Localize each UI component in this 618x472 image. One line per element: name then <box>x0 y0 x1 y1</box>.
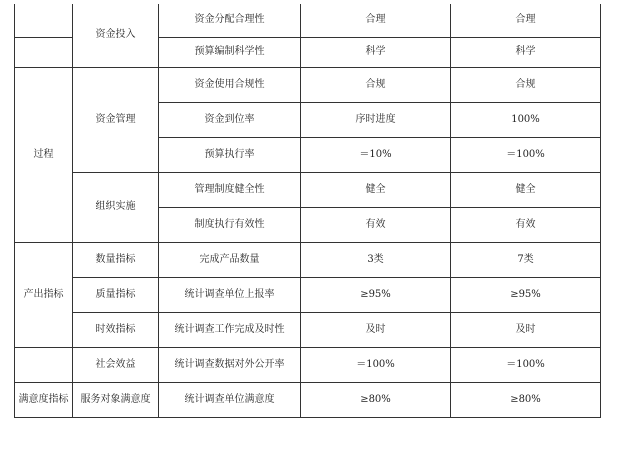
target-cell: 3类 <box>301 242 451 277</box>
actual-cell: 科学 <box>451 37 601 67</box>
actual-cell: ≥95% <box>451 277 601 312</box>
table-row <box>15 277 601 312</box>
level2-cell-org-implementation: 组织实施 <box>73 172 159 242</box>
actual-cell: 100% <box>451 102 601 137</box>
table-row <box>15 347 601 382</box>
target-cell: 及时 <box>301 312 451 347</box>
level2-cell-quality: 质量指标 <box>73 277 159 312</box>
level2-cell-fund-management: 资金管理 <box>73 67 159 172</box>
level1-cell-empty <box>15 4 73 37</box>
actual-cell: 有效 <box>451 207 601 242</box>
target-cell: 序时进度 <box>301 102 451 137</box>
target-cell: ＝10% <box>301 137 451 172</box>
indicator-cell: 资金分配合理性 <box>159 4 301 37</box>
target-cell: 合规 <box>301 67 451 102</box>
indicator-cell: 资金到位率 <box>159 102 301 137</box>
actual-cell: 及时 <box>451 312 601 347</box>
level1-cell-output: 产出指标 <box>15 242 73 347</box>
table-row <box>15 242 601 277</box>
indicator-cell: 制度执行有效性 <box>159 207 301 242</box>
level2-cell-social-benefit: 社会效益 <box>73 347 159 382</box>
indicator-cell: 统计调查单位满意度 <box>159 382 301 417</box>
actual-cell: ＝100% <box>451 347 601 382</box>
target-cell: 有效 <box>301 207 451 242</box>
actual-cell: 7类 <box>451 242 601 277</box>
actual-cell: ＝100% <box>451 137 601 172</box>
level2-cell-service-satisfaction: 服务对象满意度 <box>73 382 159 417</box>
target-cell: 健全 <box>301 172 451 207</box>
level2-cell-timeliness: 时效指标 <box>73 312 159 347</box>
level2-cell-quantity: 数量指标 <box>73 242 159 277</box>
indicator-cell: 统计调查单位上报率 <box>159 277 301 312</box>
actual-cell: 健全 <box>451 172 601 207</box>
table-row <box>15 172 601 207</box>
actual-cell: 合理 <box>451 4 601 37</box>
performance-indicator-table <box>14 4 601 418</box>
indicator-cell: 预算编制科学性 <box>159 37 301 67</box>
indicator-cell: 统计调查数据对外公开率 <box>159 347 301 382</box>
target-cell: 科学 <box>301 37 451 67</box>
actual-cell: 合规 <box>451 67 601 102</box>
target-cell: 合理 <box>301 4 451 37</box>
table-row <box>15 67 601 102</box>
table-row <box>15 4 601 37</box>
indicator-cell: 完成产品数量 <box>159 242 301 277</box>
table-row <box>15 312 601 347</box>
target-cell: ＝100% <box>301 347 451 382</box>
level1-cell-empty <box>15 347 73 382</box>
indicator-cell: 资金使用合规性 <box>159 67 301 102</box>
level1-cell-empty <box>15 37 73 67</box>
level2-cell-fund-input: 资金投入 <box>73 4 159 67</box>
indicator-cell: 统计调查工作完成及时性 <box>159 312 301 347</box>
target-cell: ≥95% <box>301 277 451 312</box>
table-row <box>15 382 601 417</box>
level1-cell-satisfaction: 满意度指标 <box>15 382 73 417</box>
indicator-cell: 预算执行率 <box>159 137 301 172</box>
indicator-cell: 管理制度健全性 <box>159 172 301 207</box>
level1-cell-process: 过程 <box>15 67 73 242</box>
actual-cell: ≥80% <box>451 382 601 417</box>
target-cell: ≥80% <box>301 382 451 417</box>
